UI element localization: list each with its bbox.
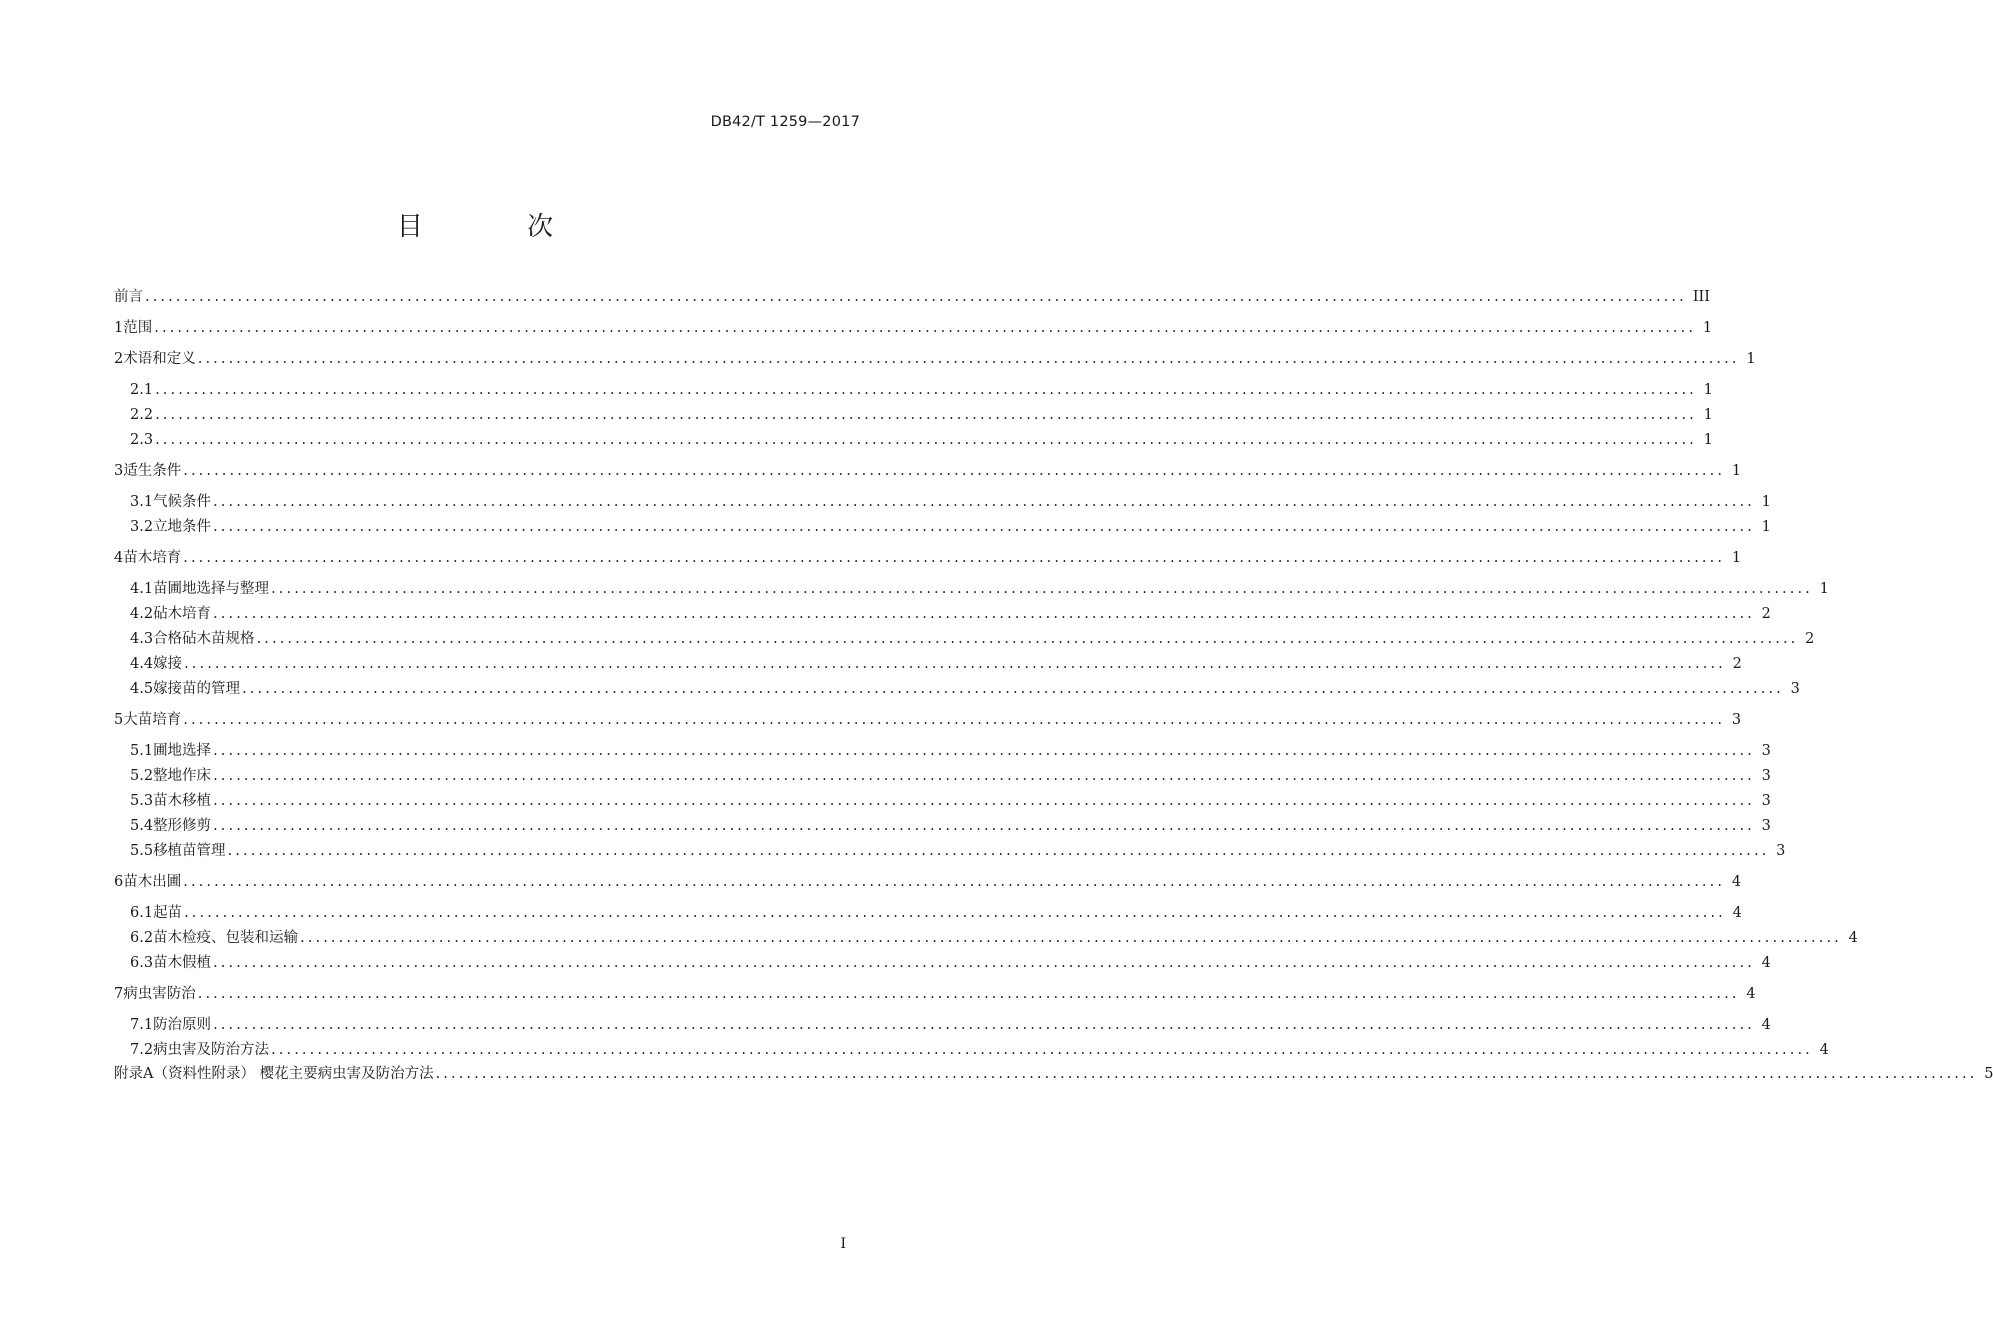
toc-entry-label: 适生条件 bbox=[123, 463, 182, 479]
toc-entry-number: 4 bbox=[114, 550, 124, 566]
toc-entry[interactable] bbox=[130, 902, 1742, 924]
toc-entry-label: 嫁接 bbox=[153, 656, 183, 672]
toc-entry[interactable] bbox=[130, 952, 1771, 974]
toc-entry[interactable] bbox=[130, 379, 1713, 401]
toc-entry-label: 砧木培育 bbox=[153, 606, 212, 622]
toc-entry-page: 1 bbox=[1731, 463, 1742, 479]
toc-leader-dots: ........................................................................................................................................................................................................ bbox=[213, 793, 1755, 809]
toc-leader-dots: ........................................................................................................................................................................................................ bbox=[213, 1017, 1755, 1033]
toc-entry-page: 3 bbox=[1731, 712, 1742, 728]
toc-entry-number: 5.4 bbox=[130, 818, 154, 834]
toc-entry-number: 4.3 bbox=[130, 631, 154, 647]
toc-leader-dots: ........................................................................................................................................................................................................ bbox=[145, 289, 1687, 305]
toc-entry-label: 圃地选择 bbox=[153, 743, 212, 759]
toc-entry-label: 病虫害防治 bbox=[123, 986, 196, 1002]
toc-leader-dots: ........................................................................................................................................................................................................ bbox=[154, 320, 1697, 336]
standard-code: DB42/T 1259—2017 bbox=[710, 114, 860, 130]
toc-leader-dots: ........................................................................................................................................................................................................ bbox=[271, 581, 1813, 597]
toc-leader-dots: ........................................................................................................................................................................................................ bbox=[213, 818, 1755, 834]
toc-leader-dots: ........................................................................................................................................................................................................ bbox=[184, 656, 1726, 672]
toc-entry-label: 苗木移植 bbox=[153, 793, 212, 809]
toc-entry-page: 1 bbox=[1761, 519, 1771, 535]
toc-entry-label: 起苗 bbox=[153, 905, 183, 921]
toc-entry-number: 6.3 bbox=[130, 955, 154, 971]
toc-entry-number: 3.1 bbox=[130, 494, 154, 510]
toc-leader-dots: ........................................................................................................................................................................................................ bbox=[183, 550, 1726, 566]
toc-entry-label: 苗木培育 bbox=[123, 550, 182, 566]
toc-leader-dots: ........................................................................................................................................................................................................ bbox=[213, 743, 1755, 759]
toc-entry-number: 7.2 bbox=[130, 1042, 154, 1058]
toc-leader-dots: ........................................................................................................................................................................................................ bbox=[213, 519, 1755, 535]
toc-entry-label: 整形修剪 bbox=[153, 818, 212, 834]
toc-entry-page: 3 bbox=[1776, 843, 1786, 859]
toc-entry-number: 4.5 bbox=[130, 681, 154, 697]
toc-entry[interactable] bbox=[114, 1063, 1993, 1085]
toc-entry-label: 附录A（资料性附录） 樱花主要病虫害及防治方法 bbox=[114, 1066, 434, 1082]
toc-entry[interactable] bbox=[130, 840, 1786, 862]
toc-entry-label: 苗木检疫、包装和运输 bbox=[153, 930, 299, 946]
toc-entry[interactable] bbox=[130, 678, 1800, 700]
toc-entry-page: 4 bbox=[1761, 1017, 1771, 1033]
toc-leader-dots: ........................................................................................................................................................................................................ bbox=[300, 930, 1842, 946]
toc-entry[interactable] bbox=[130, 740, 1771, 762]
toc-entry[interactable] bbox=[130, 603, 1771, 625]
toc-entry-page: 3 bbox=[1761, 818, 1771, 834]
toc-entry-page: 1 bbox=[1731, 550, 1742, 566]
toc-entry-number: 2.2 bbox=[130, 407, 154, 423]
toc-leader-dots: ........................................................................................................................................................................................................ bbox=[184, 905, 1726, 921]
toc-entry-page: 4 bbox=[1746, 986, 1756, 1002]
toc-entry-label: 大苗培育 bbox=[123, 712, 182, 728]
toc-leader-dots: ........................................................................................................................................................................................................ bbox=[213, 955, 1755, 971]
toc-entry[interactable] bbox=[114, 317, 1713, 339]
toc-leader-dots: ........................................................................................................................................................................................................ bbox=[271, 1042, 1813, 1058]
toc-entry[interactable] bbox=[130, 516, 1771, 538]
toc-entry-label: 嫁接苗的管理 bbox=[153, 681, 241, 697]
toc-entry-number: 2.1 bbox=[130, 382, 154, 398]
toc-entry[interactable] bbox=[130, 815, 1771, 837]
toc-entry-number: 6 bbox=[114, 874, 124, 890]
toc-leader-dots: ........................................................................................................................................................................................................ bbox=[197, 351, 1740, 367]
toc-entry-label: 合格砧木苗规格 bbox=[153, 631, 255, 647]
toc-entry-number: 4.4 bbox=[130, 656, 154, 672]
toc-entry-label: 病虫害及防治方法 bbox=[153, 1042, 270, 1058]
toc-entry-page: 3 bbox=[1761, 793, 1771, 809]
toc-entry-page: 2 bbox=[1732, 656, 1742, 672]
toc-entry-number: 5.5 bbox=[130, 843, 154, 859]
toc-entry[interactable] bbox=[114, 460, 1742, 482]
toc-entry-label: 苗圃地选择与整理 bbox=[153, 581, 270, 597]
toc-entry-label: 整地作床 bbox=[153, 768, 212, 784]
toc-entry-number: 7 bbox=[114, 986, 124, 1002]
toc-entry-label: 术语和定义 bbox=[123, 351, 196, 367]
toc-entry-label: 苗木出圃 bbox=[123, 874, 182, 890]
toc-entry-label: 防治原则 bbox=[153, 1017, 212, 1033]
toc-entry-number: 5.1 bbox=[130, 743, 154, 759]
toc-entry-page: 1 bbox=[1702, 320, 1713, 336]
toc-entry-number: 5 bbox=[114, 712, 124, 728]
toc-entry-page: 5 bbox=[1984, 1066, 1993, 1082]
toc-entry-number: 7.1 bbox=[130, 1017, 154, 1033]
toc-entry-number: 5.2 bbox=[130, 768, 154, 784]
toc-entry[interactable] bbox=[114, 871, 1742, 893]
toc-entry-page: 4 bbox=[1761, 955, 1771, 971]
toc-entry-page: 3 bbox=[1790, 681, 1800, 697]
toc-leader-dots: ........................................................................................................................................................................................................ bbox=[213, 768, 1755, 784]
toc-entry-page: 1 bbox=[1703, 407, 1713, 423]
toc-leader-dots: ........................................................................................................................................................................................................ bbox=[155, 382, 1697, 398]
toc-entry-label: 前言 bbox=[114, 289, 143, 305]
toc-entry-page: 2 bbox=[1805, 631, 1815, 647]
toc-entry-label: 气候条件 bbox=[153, 494, 212, 510]
toc-entry-page: III bbox=[1692, 289, 1711, 305]
toc-entry-page: 1 bbox=[1703, 382, 1713, 398]
toc-entry-page: 1 bbox=[1819, 581, 1829, 597]
toc-entry[interactable] bbox=[130, 790, 1771, 812]
toc-entry-page: 2 bbox=[1761, 606, 1771, 622]
toc-entry[interactable] bbox=[130, 1014, 1771, 1036]
toc-entry-page: 1 bbox=[1761, 494, 1771, 510]
toc-leader-dots: ........................................................................................................................................................................................................ bbox=[213, 494, 1755, 510]
page-number: I bbox=[840, 1236, 846, 1252]
toc-leader-dots: ........................................................................................................................................................................................................ bbox=[242, 681, 1784, 697]
toc-entry-page: 4 bbox=[1819, 1042, 1829, 1058]
toc-leader-dots: ........................................................................................................................................................................................................ bbox=[256, 631, 1799, 647]
toc-entry-number: 3 bbox=[114, 463, 124, 479]
toc-entry-number: 2.3 bbox=[130, 432, 154, 448]
toc-entry-page: 4 bbox=[1848, 930, 1858, 946]
toc-entry-number: 2 bbox=[114, 351, 124, 367]
toc-entry-label: 立地条件 bbox=[153, 519, 212, 535]
toc-entry-page: 3 bbox=[1761, 768, 1771, 784]
toc-leader-dots: ........................................................................................................................................................................................................ bbox=[183, 712, 1726, 728]
toc-leader-dots: ........................................................................................................................................................................................................ bbox=[435, 1066, 1978, 1082]
toc-entry[interactable] bbox=[114, 286, 1711, 308]
toc-entry-number: 4.1 bbox=[130, 581, 154, 597]
toc-entry[interactable] bbox=[114, 983, 1756, 1005]
toc-leader-dots: ........................................................................................................................................................................................................ bbox=[183, 874, 1726, 890]
toc-leader-dots: ........................................................................................................................................................................................................ bbox=[183, 463, 1726, 479]
toc-entry[interactable] bbox=[130, 491, 1771, 513]
toc-entry[interactable] bbox=[114, 709, 1742, 731]
toc-entry[interactable] bbox=[130, 765, 1771, 787]
toc-entry-page: 4 bbox=[1732, 905, 1742, 921]
toc-leader-dots: ........................................................................................................................................................................................................ bbox=[155, 432, 1697, 448]
toc-entry-number: 1 bbox=[114, 320, 124, 336]
toc-entry[interactable] bbox=[130, 653, 1742, 675]
toc-entry-number: 5.3 bbox=[130, 793, 154, 809]
toc-entry-number: 6.2 bbox=[130, 930, 154, 946]
toc-entry[interactable] bbox=[114, 547, 1742, 569]
toc-entry[interactable] bbox=[130, 927, 1858, 949]
toc-leader-dots: ........................................................................................................................................................................................................ bbox=[213, 606, 1755, 622]
toc-entry[interactable] bbox=[114, 348, 1756, 370]
toc-leader-dots: ........................................................................................................................................................................................................ bbox=[197, 986, 1740, 1002]
toc-entry-number: 6.1 bbox=[130, 905, 154, 921]
toc-entry[interactable] bbox=[130, 628, 1815, 650]
toc-leader-dots: ........................................................................................................................................................................................................ bbox=[155, 407, 1697, 423]
toc-entry-page: 3 bbox=[1761, 743, 1771, 759]
toc-entry-page: 4 bbox=[1731, 874, 1742, 890]
toc-leader-dots: ........................................................................................................................................................................................................ bbox=[227, 843, 1770, 859]
toc-entry[interactable] bbox=[130, 429, 1713, 451]
toc-entry-page: 1 bbox=[1703, 432, 1713, 448]
toc-title: 目 次 bbox=[396, 212, 602, 242]
toc-entry-label: 移植苗管理 bbox=[153, 843, 226, 859]
toc-entry[interactable] bbox=[130, 578, 1829, 600]
toc-entry-label: 苗木假植 bbox=[153, 955, 212, 971]
toc-entry-page: 1 bbox=[1746, 351, 1756, 367]
toc-entry-label: 范围 bbox=[123, 320, 153, 336]
toc-entry[interactable] bbox=[130, 1039, 1829, 1061]
toc-entry[interactable] bbox=[130, 404, 1713, 426]
toc-entry-number: 3.2 bbox=[130, 519, 154, 535]
toc-entry-number: 4.2 bbox=[130, 606, 154, 622]
